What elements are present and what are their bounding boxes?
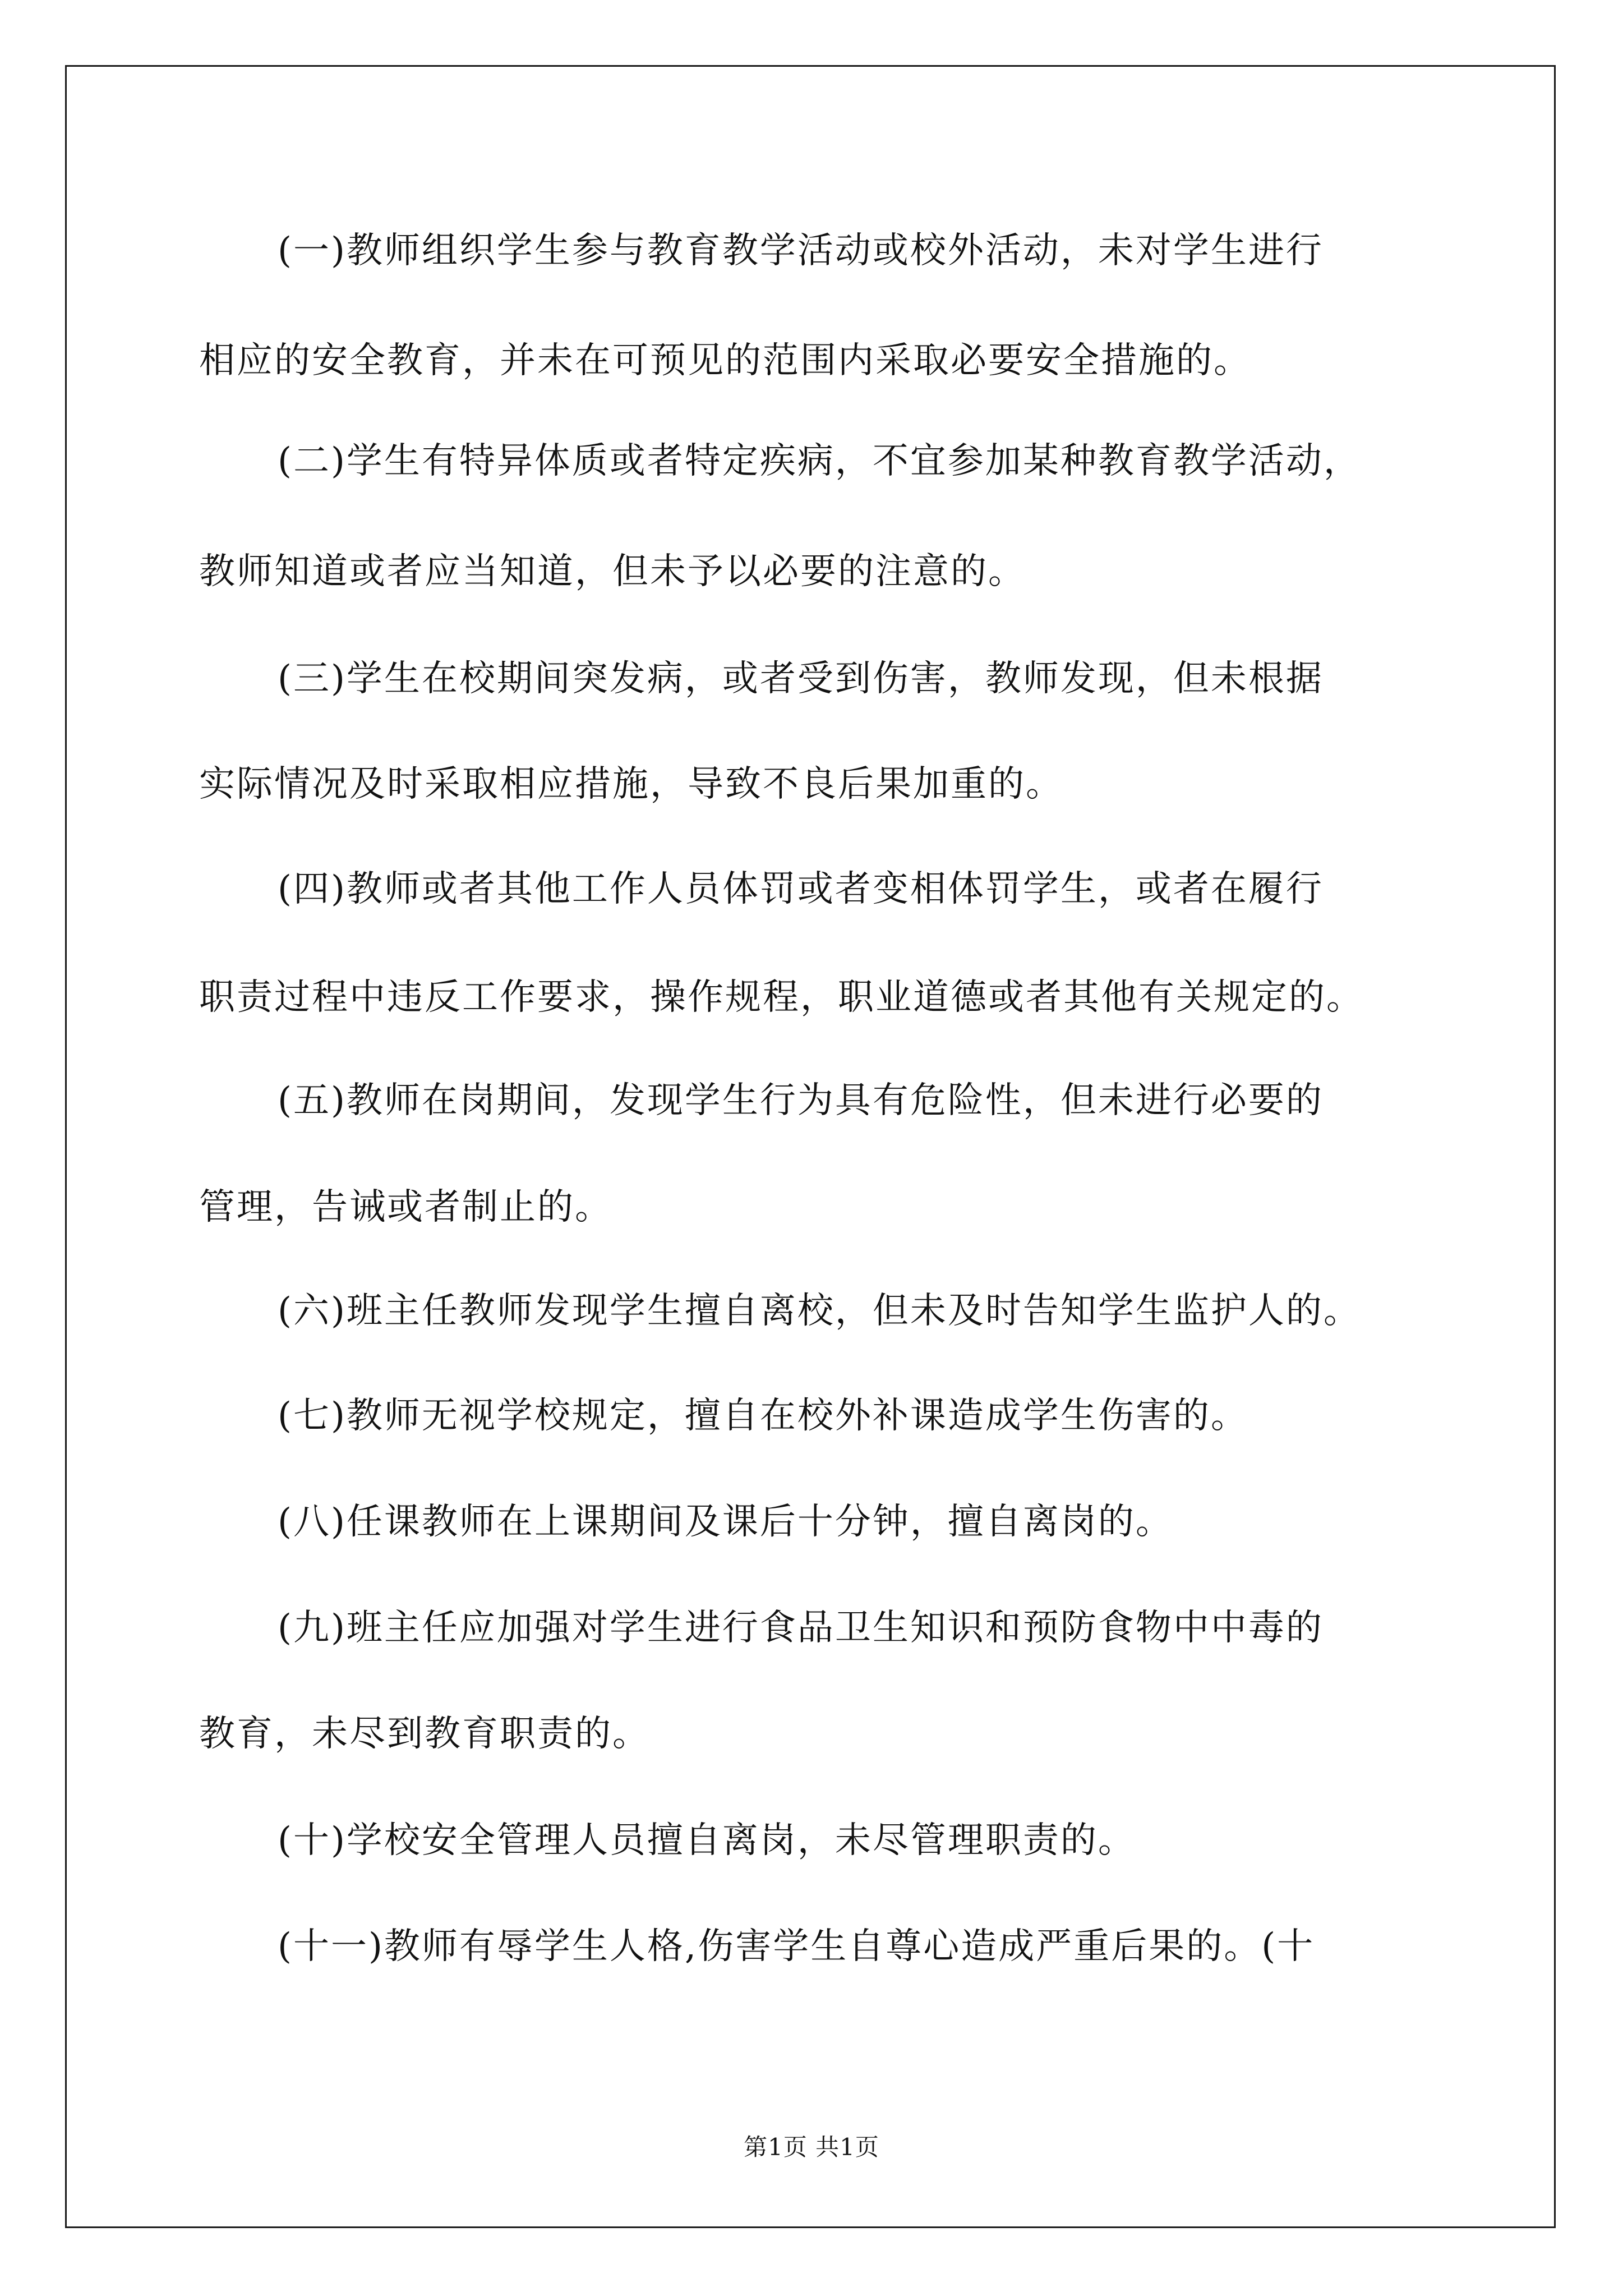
paragraph-line: 教育，未尽到教育职责的。 bbox=[199, 1713, 650, 1755]
paragraph-line: 实际情况及时采取相应措施，导致不良后果加重的。 bbox=[199, 763, 1063, 805]
page-number-footer: 第1页 共1页 bbox=[744, 2133, 879, 2161]
paragraph-line: (五)教师在岗期间，发现学生行为具有危险性，但未进行必要的 bbox=[278, 1080, 1324, 1121]
paragraph-line: (七)教师无视学校规定，擅自在校外补课造成学生伤害的。 bbox=[278, 1395, 1248, 1437]
paragraph-line: 教师知道或者应当知道，但未予以必要的注意的。 bbox=[199, 551, 1026, 592]
paragraph-line: (一)教师组织学生参与教育教学活动或校外活动，未对学生进行 bbox=[278, 230, 1324, 272]
paragraph-line: (十一)教师有辱学生人格,伤害学生自尊心造成严重后果的。(十 bbox=[278, 1926, 1315, 1967]
paragraph-line: (二)学生有特异体质或者特定疾病，不宜参加某种教育教学活动， bbox=[278, 440, 1361, 482]
paragraph-line: 职责过程中违反工作要求，操作规程，职业道德或者其他有关规定的。 bbox=[199, 977, 1364, 1018]
paragraph-line: (八)任课教师在上课期间及课后十分钟，擅自离岗的。 bbox=[278, 1501, 1173, 1543]
paragraph-line: (三)学生在校期间突发病，或者受到伤害，教师发现，但未根据 bbox=[278, 658, 1324, 700]
page-border bbox=[65, 65, 1556, 2228]
paragraph-line: (四)教师或者其他工作人员体罚或者变相体罚学生，或者在履行 bbox=[278, 868, 1324, 910]
paragraph-line: 管理，告诫或者制止的。 bbox=[199, 1186, 612, 1228]
paragraph-line: (十)学校安全管理人员擅自离岗，未尽管理职责的。 bbox=[278, 1820, 1136, 1861]
paragraph-line: (九)班主任应加强对学生进行食品卫生知识和预防食物中中毒的 bbox=[278, 1607, 1324, 1649]
paragraph-line: 相应的安全教育，并未在可预见的范围内采取必要安全措施的。 bbox=[199, 340, 1251, 381]
paragraph-line: (六)班主任教师发现学生擅自离校，但未及时告知学生监护人的。 bbox=[278, 1290, 1361, 1332]
